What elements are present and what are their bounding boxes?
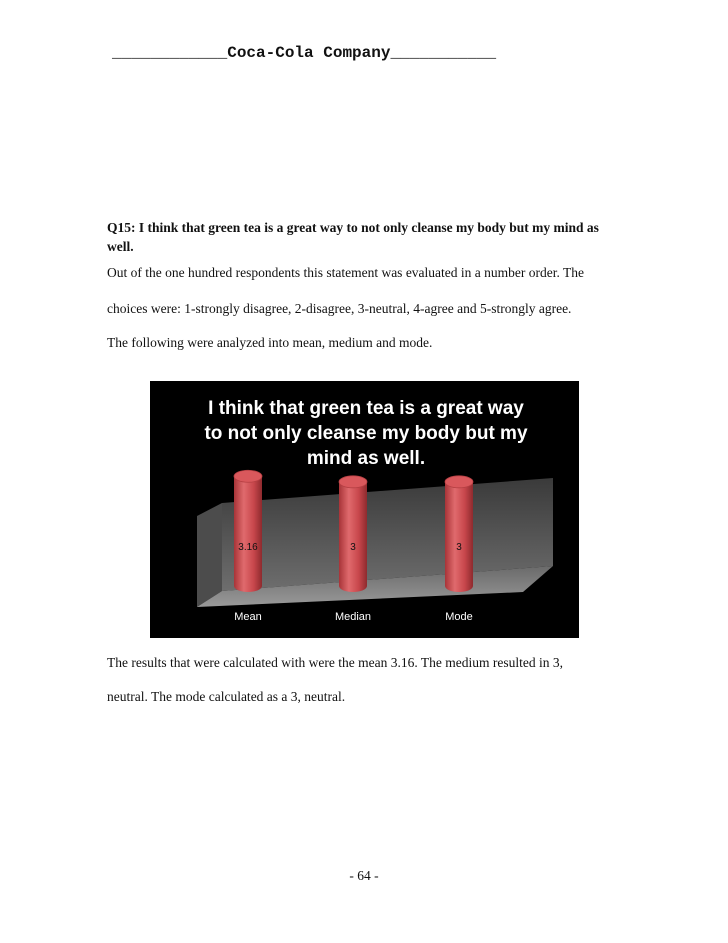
document-header: ____________Coca-Cola Company___________ (112, 44, 497, 62)
chart-title-line-1: I think that green tea is a great way (208, 398, 524, 419)
page-number: - 64 - (349, 868, 379, 883)
results-paragraph-line-1: The results that were calculated with were the mean 3.16. The medium resulted in 3, (107, 655, 563, 670)
category-label-mode: Mode (445, 611, 473, 623)
bar-mode (445, 476, 473, 592)
data-label-mean: 3.16 (238, 542, 258, 553)
results-paragraph-line-2: neutral. The mode calculated as a 3, neutral. (107, 689, 346, 704)
category-label-median: Median (334, 611, 372, 623)
data-label-mode: 3 (456, 542, 462, 553)
bar-mean (234, 470, 262, 592)
category-label-mean: Mean (234, 611, 262, 623)
chart-title-line-3: mind as well. (306, 448, 426, 469)
chart-title-line-2: to not only cleanse my body but my (204, 423, 528, 444)
data-label-median: 3 (350, 542, 356, 553)
chart-side-wall (197, 503, 222, 607)
bar-median (339, 476, 367, 592)
intro-paragraph-line-2: choices were: 1-strongly disagree, 2-disagree, 3-neutral, 4-agree and 5-strongly agree. (107, 301, 572, 316)
bar-chart (150, 381, 579, 638)
intro-paragraph-line-3: The following were analyzed into mean, medium and mode. (107, 335, 433, 350)
intro-paragraph-line-1: Out of the one hundred respondents this statement was evaluated in a number order. The (107, 265, 584, 280)
question-heading: Q15: I think that green tea is a great way to not only cleanse my body but my mind as well. (107, 220, 599, 254)
